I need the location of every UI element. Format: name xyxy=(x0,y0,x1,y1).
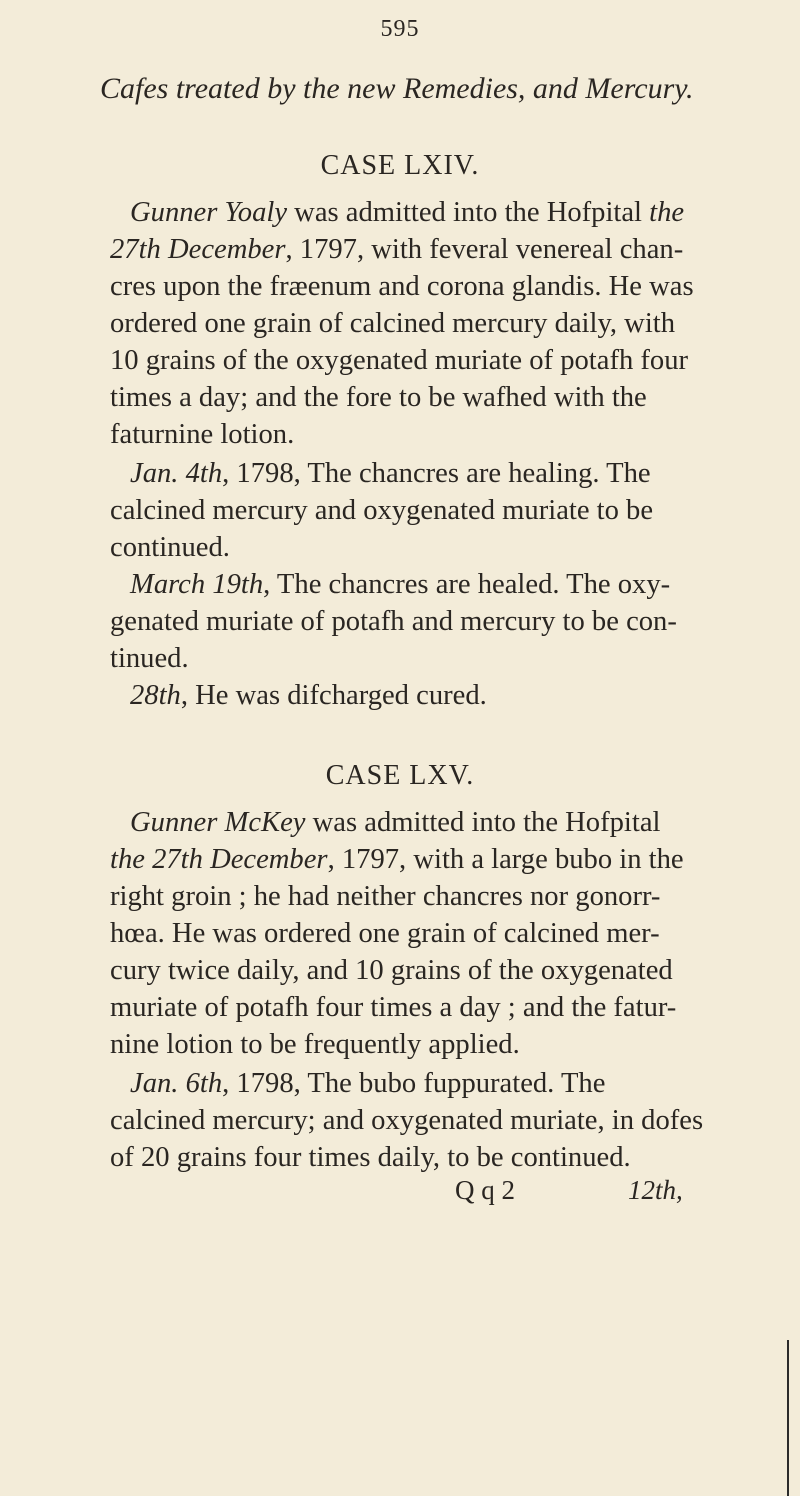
admission-date: the 27th December xyxy=(110,844,328,875)
text-line xyxy=(110,677,710,714)
patient-name: Gunner Yoaly xyxy=(130,197,288,228)
text-line: right groin ; he had neither chancres nor gonorr- xyxy=(110,881,661,912)
text-line: tinued. xyxy=(110,643,189,674)
text-line: calcined mercury; and oxygenated muriate, in dofes xyxy=(110,1105,704,1136)
text-line xyxy=(110,841,710,878)
text-line xyxy=(110,566,710,603)
page-number: 595 xyxy=(380,16,420,42)
case-64-paragraph-1 xyxy=(110,194,710,453)
admission-date: 27th December xyxy=(110,234,286,265)
text-line: cres upon the fræenum and corona glandis. He was xyxy=(110,271,694,302)
text-line xyxy=(110,194,710,231)
text-run: , The chancres are healed. The oxy- xyxy=(263,569,671,600)
catchword: 12th, xyxy=(628,1175,683,1205)
text-line: hœa. He was ordered one grain of calcined mer- xyxy=(110,918,660,949)
text-line: muriate of potafh four times a day ; and the fatur- xyxy=(110,992,677,1023)
text-line xyxy=(110,1065,710,1102)
page-edge-line xyxy=(787,1340,789,1496)
text-run: , 1798, The chancres are healing. The xyxy=(222,458,651,489)
text-run: , 1797, with feveral venereal chan- xyxy=(285,234,684,265)
patient-name: Gunner McKey xyxy=(130,807,306,838)
text-run: , 1798, The bubo fuppurated. The xyxy=(222,1068,606,1099)
text-line: of 20 grains four times daily, to be continued. xyxy=(110,1142,631,1173)
text-run: was admitted into the Hofpital xyxy=(305,807,661,838)
case-65-heading: CASE LXV. xyxy=(325,760,475,791)
text-line xyxy=(110,804,710,841)
case-65-paragraph-1 xyxy=(110,804,710,1063)
entry-date: Jan. 4th xyxy=(130,458,223,489)
entry-date: March 19th xyxy=(130,569,264,600)
signature-mark: Q q 2 xyxy=(455,1175,515,1205)
entry-date: Jan. 6th xyxy=(130,1068,223,1099)
text-run: , 1797, with a large bubo in the xyxy=(327,844,684,875)
running-title: Cafes treated by the new Remedies, and Mercury. xyxy=(100,72,694,105)
text-line: continued. xyxy=(110,532,230,563)
text-line: ordered one grain of calcined mercury daily, with xyxy=(110,308,676,339)
entry-date: 28th xyxy=(130,680,181,711)
text-line xyxy=(110,455,710,492)
text-line: genated muriate of potafh and mercury to be con- xyxy=(110,606,677,637)
text-line: nine lotion to be frequently applied. xyxy=(110,1029,520,1060)
text-line xyxy=(110,231,710,268)
text-line: calcined mercury and oxygenated muriate to be xyxy=(110,495,654,526)
text-line: cury twice daily, and 10 grains of the oxygenated xyxy=(110,955,673,986)
text-run: was admitted into the Hofpital xyxy=(287,197,650,228)
case-64-heading: CASE LXIV. xyxy=(320,150,480,181)
text-run: , He was difcharged cured. xyxy=(180,680,487,711)
text-line: faturnine lotion. xyxy=(110,419,295,450)
case-64-paragraph-3 xyxy=(110,566,710,677)
text-line: times a day; and the fore to be wafhed with the xyxy=(110,382,647,413)
case-65-paragraph-2 xyxy=(110,1065,710,1176)
case-64-paragraph-2 xyxy=(110,455,710,566)
text-run: the xyxy=(649,197,685,228)
text-line: 10 grains of the oxygenated muriate of potafh four xyxy=(110,345,689,376)
case-64-paragraph-4 xyxy=(110,677,710,714)
